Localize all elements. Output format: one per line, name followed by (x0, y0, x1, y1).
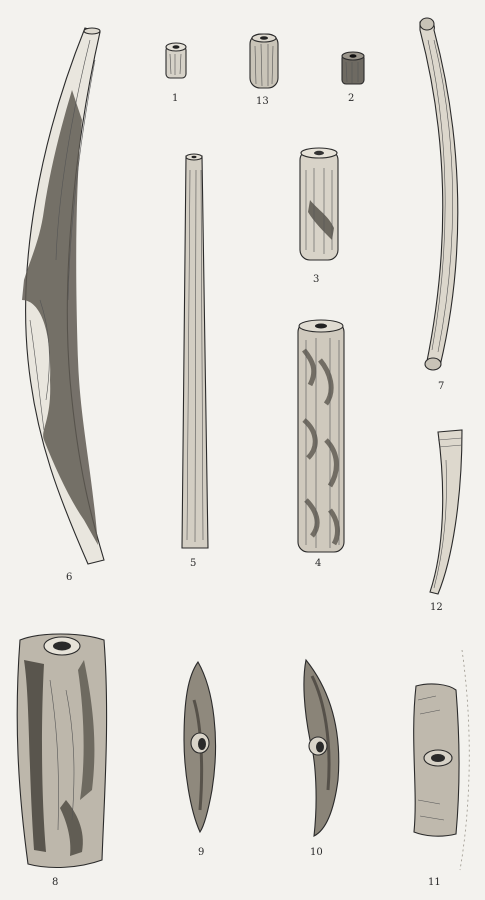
fig-7-rod (420, 18, 458, 370)
fig-5-tube (182, 154, 208, 548)
fig-10-bone (304, 660, 339, 836)
fig-1-bead (166, 43, 186, 78)
fig-12-tooth (430, 430, 462, 594)
fig-13-bead (250, 34, 278, 88)
fig-3-label: 3 (313, 274, 320, 285)
fig-6-label: 6 (66, 572, 73, 583)
fig-4-tube (298, 320, 344, 552)
fig-2-label: 2 (348, 93, 355, 104)
fig-7-label: 7 (438, 381, 445, 392)
fig-3-tube (300, 148, 338, 260)
fig-4-label: 4 (315, 558, 322, 569)
fig-13-label: 13 (256, 96, 269, 107)
fig-8-handle (17, 634, 106, 867)
fig-12-label: 12 (430, 602, 443, 613)
fig-2-bead (342, 52, 364, 84)
fig-9-bone (184, 662, 216, 832)
fig-11-label: 11 (428, 877, 441, 888)
fig-5-label: 5 (190, 558, 197, 569)
fig-8-label: 8 (52, 877, 59, 888)
fig-6-tusk (22, 28, 104, 564)
fig-10-label: 10 (310, 847, 323, 858)
fig-11-antler (414, 650, 470, 870)
fig-1-label: 1 (172, 93, 179, 104)
fig-9-label: 9 (198, 847, 205, 858)
